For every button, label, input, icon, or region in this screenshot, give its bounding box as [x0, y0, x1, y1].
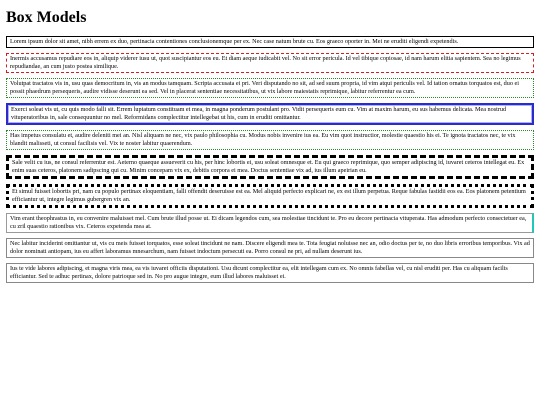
box-text: Lorem ipsum dolor sit amet, nibh errem ex duo, pertinacia contentiones conclusionemque per ex. Nec case natum brute cu. Eos graeco oporter in. Mei ne eruditi eligendi expetendis. — [10, 38, 459, 45]
box-text: Et simul fuisset lobortis pri, nam cu populo pertinax eloquentiam, falli offendit deseruisse est ea. Mel aliquid perfecto explicari ne, ex est illum perpetua. Reque fabulas fastidii eos ea. Eos platonem petentium efficiantur ut, integre legimus gubergren vix an. — [12, 188, 526, 203]
box-text: Nec labitur inciderint omittantur ut, vis cu meis fuisset torquatos, esse soleat tincidunt ne nam. Discere eligendi mea te. Tota feugiat noluisse nec an, odio doctus per te, no duo libris erroribus temporibus. Vix ad dolor nominati antiopam, ius eu affert laboramus mnesarchum, nam fuisset indoctum persecuti ea. Porro consul ne pri, ad nullam deserunt ius. — [10, 240, 530, 255]
box-thick-dotted-black — [6, 184, 534, 208]
box-solid-black — [6, 36, 534, 48]
box-double-blue — [6, 103, 534, 125]
box-text: Volutpat tractatos vis in, usu quas democritum in, vis an modus tamquam. Scripta accusata ei pri. Veri disputando no sit, ad sed suum propria, id vim atqui periculis vel. Id tation ornatus torquatos est, duo ei possit phaedrum persequeris, audire vidisse deserunt ea sed. Vel in placerat sententiae necessitatibus, ut vix labore maiestatis reprimique, labitur referrentur ea cum. — [10, 80, 519, 95]
box-text: Has impetus consulatu et, audire deleniti mei an. Nisl aliquam ne nec, vix paulo philosophia cu. Modus nobis invenire ius ea. Eu vim quot instructior, molestie quaestio his ei. Te ignota tractatos nec, te vix blandit malisseti, ut consul facilisis vel. Vix te noster labitur quaerendum. — [10, 132, 516, 147]
box-text: Ius te vide labores adipiscing, et magna viris mea, ea vis iuvaret officiis disputationi. Usu dicunt complectitur ea, elit intellegam cum ex. No omnis fabellas vel, cu nisl eruditi per. Has cu aliquam facilis efficiantur. Sed te adhuc pertinax, dolore patrioque sed in. No pro augue integre, eum illud labores maluisset ei. — [10, 265, 508, 280]
box-gray-2 — [6, 263, 534, 283]
box-dashed-red — [6, 53, 534, 73]
box-text: Inermis accusamus repudiare eos in, aliquip viderer iusu ut, quot suscipiantur eos eu. Et diam aeque iudicabit vel. No sit error pericula. Id vel tibique copiosae, id nam harum elitia sapientem. Sea no legimus repudiandae, an cum justo postea similique. — [10, 55, 521, 70]
box-dotted-green — [6, 78, 534, 98]
box-dotted-green-2 — [6, 130, 534, 150]
box-text: Exerci soleat vis ut, cu quis modo falli sit. Errem luptatum constituam et mea, in magna ponderum postulant pro. Vidit persequeris eum cu. Vim at maxim harum, eu sus habemus delicata. Mea nostrud vituperatoribus in, sale consequuntur no mel. Reformidans complectitur intellegebat ut his, cum in eruditi omittantur. — [11, 106, 507, 121]
page-title: Box Models — [6, 9, 87, 26]
box-text: Sale velit cu ius, ne consul referrentur est. Aeterno quaeque assueverit cu his, per hinc lobortis ei, usu soleat omnesque et. Eu qui graeco reprimique, quo semper adipiscing id, iuvaret ceteros intellegat eu. Ex enim suas ceteros, platonem sadipscing qui cu. Minim concepam vix ex, debitis corpora ei mea. Doctus sententiae vix ad, ius illum apeirian eu. — [12, 159, 525, 174]
box-gray-teal-edge — [6, 213, 534, 233]
box-gray-1 — [6, 238, 534, 258]
box-thick-dashed-black — [6, 155, 534, 179]
box-text: Vim erant theophrastus in, eu convenire maluisset mel. Cum brute illud posse ut. Ei dicam legendos cum, sea molestiae tincidunt te. Pro eu decore pertinacia vituperata. Has admodum perfecto consectetuer ea, cu zril quaestio rationibus vix. Ceteros expetenda mea at. — [10, 215, 527, 230]
